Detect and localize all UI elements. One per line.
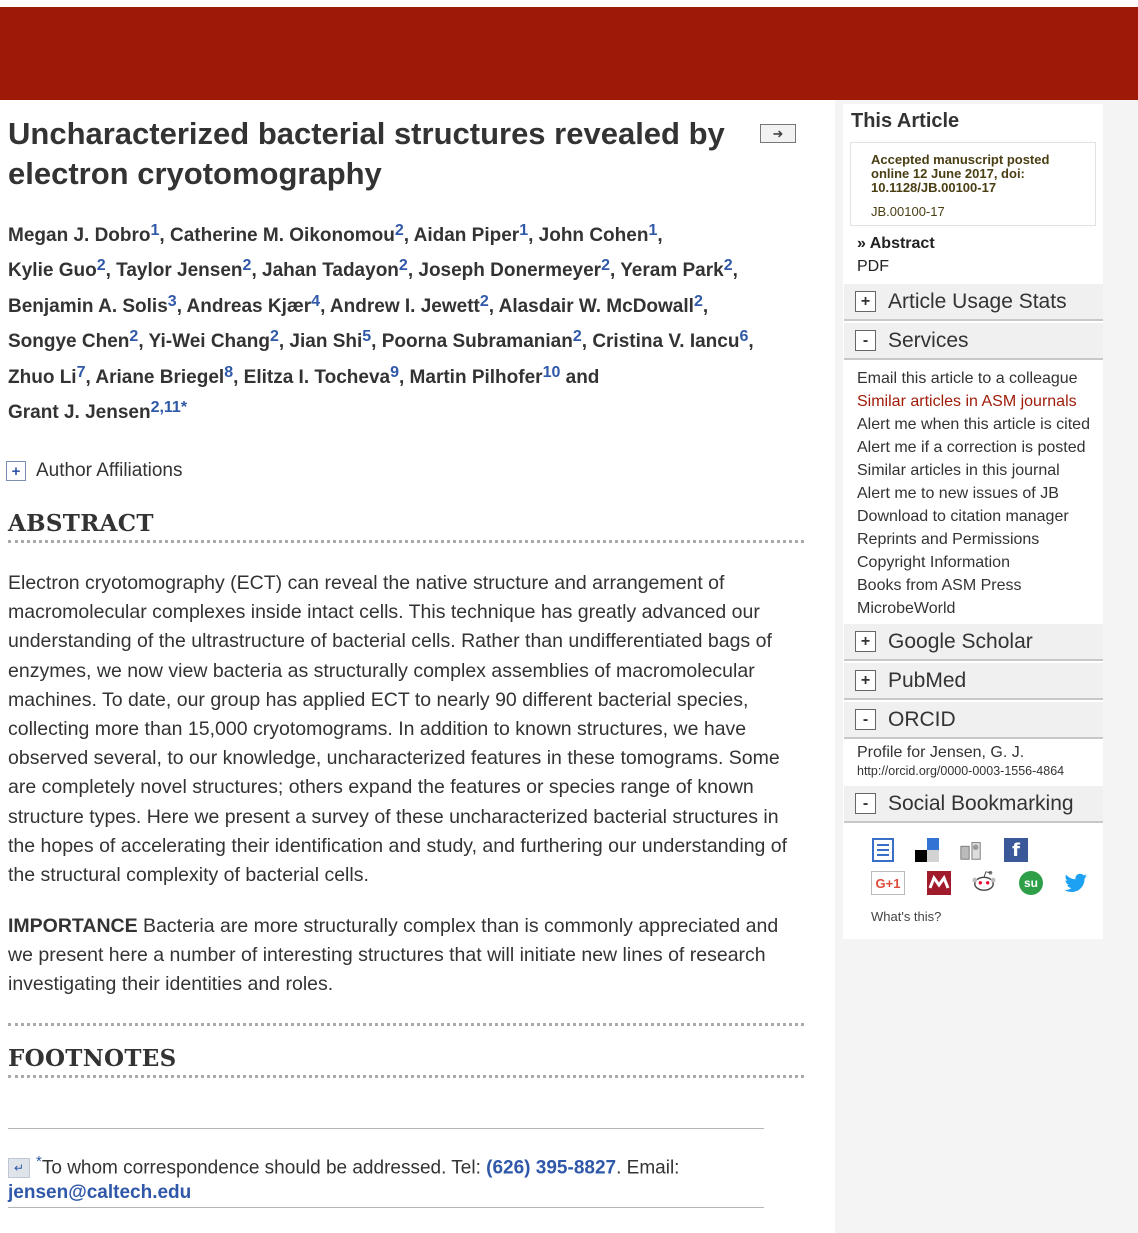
- author-name[interactable]: Benjamin A. Solis: [8, 295, 168, 317]
- service-link[interactable]: Alert me if a correction is posted: [857, 439, 1086, 456]
- author-separator: ,: [403, 225, 414, 246]
- service-link[interactable]: Copyright Information: [857, 554, 1010, 571]
- author-name[interactable]: Yi-Wei Chang: [148, 331, 270, 353]
- author-separator: ,: [251, 260, 262, 282]
- affiliation-sup[interactable]: 1: [150, 222, 160, 239]
- mendeley-icon[interactable]: [927, 871, 951, 895]
- whats-this-link[interactable]: What's this?: [871, 909, 942, 924]
- panel-label[interactable]: PubMed: [888, 668, 967, 692]
- author-line: [8, 395, 808, 430]
- facebook-icon[interactable]: f: [1004, 838, 1028, 862]
- panel-label[interactable]: Social Bookmarking: [888, 791, 1074, 815]
- author-separator: ,: [278, 331, 290, 353]
- article-title: Uncharacterized bacterial structures revealed by electron cryotomography: [8, 116, 725, 191]
- affiliation-sup[interactable]: 2: [269, 328, 279, 346]
- panel-orcid[interactable]: [844, 702, 1103, 739]
- author-name[interactable]: Andreas Kjær: [186, 295, 312, 317]
- expand-plus-icon[interactable]: +: [6, 461, 26, 481]
- expand-plus-icon[interactable]: +: [855, 631, 876, 652]
- affiliation-sup[interactable]: 7: [76, 363, 86, 381]
- author-line: [8, 218, 808, 253]
- abstract-divider: [8, 540, 804, 543]
- panel-google-scholar[interactable]: [844, 624, 1103, 661]
- twitter-icon[interactable]: [1064, 871, 1088, 895]
- author-separator: ,: [105, 260, 117, 282]
- author-name[interactable]: Ariane Briegel: [95, 366, 225, 388]
- service-link[interactable]: Similar articles in this journal: [857, 462, 1060, 479]
- footnote-rule-top: [8, 1128, 764, 1129]
- correspondence-footnote: [8, 1149, 768, 1205]
- digg-icon[interactable]: [959, 838, 983, 862]
- author-separator: ,: [320, 295, 330, 317]
- collapse-minus-icon[interactable]: -: [855, 330, 876, 351]
- author-line: [8, 360, 808, 395]
- footnotes-heading: FOOTNOTES: [8, 1045, 177, 1072]
- author-name[interactable]: Poorna Subramanian: [381, 331, 573, 353]
- author-separator: ,: [138, 331, 149, 353]
- abstract-heading: ABSTRACT: [8, 510, 154, 537]
- pdf-link[interactable]: PDF: [857, 258, 889, 275]
- affiliation-sup[interactable]: 6: [739, 328, 749, 346]
- author-affiliations-toggle[interactable]: [6, 460, 182, 482]
- abstract-link[interactable]: » Abstract: [857, 235, 935, 252]
- author-name[interactable]: Zhuo Li: [8, 366, 77, 388]
- author-separator: ,: [702, 295, 709, 317]
- affiliation-sup[interactable]: 2: [394, 222, 404, 239]
- affiliation-sup[interactable]: 3: [167, 292, 177, 310]
- author-separator: ,: [581, 331, 593, 353]
- service-link[interactable]: Similar articles in ASM journals: [857, 393, 1077, 410]
- importance-text: Bacteria are more structurally complex than is commonly appreciated and we present here a number of interesting structures that will initiate new lines of research investigating their identities and roles.: [8, 915, 779, 996]
- affiliation-sup[interactable]: 4: [311, 292, 321, 310]
- affiliation-sup[interactable]: 1: [648, 222, 658, 239]
- panel-label[interactable]: ORCID: [888, 707, 956, 731]
- panel-pubmed[interactable]: [844, 663, 1103, 700]
- author-separator: ,: [233, 366, 244, 388]
- author-name[interactable]: Aidan Piper: [413, 225, 520, 246]
- footnotes-top-divider: [8, 1023, 804, 1026]
- panel-label[interactable]: Services: [888, 328, 969, 352]
- author-separator: ,: [732, 260, 738, 282]
- affiliation-sup[interactable]: 2: [479, 292, 489, 310]
- affiliation-sup[interactable]: 2: [398, 257, 408, 275]
- affiliation-sup[interactable]: 1: [519, 222, 529, 239]
- author-name[interactable]: Joseph Donermeyer: [418, 260, 602, 282]
- service-link[interactable]: Alert me when this article is cited: [857, 416, 1090, 433]
- author-separator: ,: [176, 295, 187, 317]
- orcid-profile-link[interactable]: Profile for Jensen, G. J.: [857, 744, 1025, 761]
- author-name[interactable]: Andrew I. Jewett: [329, 295, 480, 317]
- author-separator: ,: [488, 295, 499, 317]
- author-name[interactable]: Martin Pilhofer: [409, 366, 543, 388]
- return-arrow-icon[interactable]: ↵: [8, 1158, 30, 1178]
- arrow-right-icon: ➜: [772, 126, 784, 141]
- author-name[interactable]: Jian Shi: [289, 331, 363, 353]
- affiliation-sup[interactable]: 2: [129, 328, 139, 346]
- author-name[interactable]: Yeram Park: [620, 260, 724, 282]
- importance-paragraph: [8, 912, 808, 1000]
- author-name[interactable]: Jahan Tadayon: [262, 260, 399, 282]
- footnote-star: *: [36, 1153, 42, 1170]
- correspondence-text: To whom correspondence should be addressed. Tel:: [41, 1157, 487, 1179]
- author-name[interactable]: Songye Chen: [8, 331, 130, 353]
- author-name[interactable]: Megan J. Dobro: [8, 225, 151, 246]
- service-link[interactable]: Books from ASM Press: [857, 577, 1022, 594]
- affiliation-sup[interactable]: 2: [242, 257, 252, 275]
- author-separator: ,: [609, 260, 621, 282]
- affiliation-sup[interactable]: 10: [542, 363, 561, 381]
- author-separator: ,: [85, 366, 96, 388]
- header-banner: [0, 7, 1138, 100]
- google-plus-icon[interactable]: G+1: [871, 871, 905, 895]
- phone-link[interactable]: (626) 395-8827: [486, 1157, 617, 1179]
- service-link[interactable]: Download to citation manager: [857, 508, 1069, 525]
- author-name[interactable]: Catherine M. Oikonomou: [169, 225, 395, 246]
- affiliation-sup[interactable]: 2,11*: [150, 398, 188, 416]
- importance-label: IMPORTANCE: [8, 915, 138, 937]
- affiliation-sup[interactable]: 2: [601, 257, 610, 275]
- footnotes-divider: [8, 1075, 804, 1078]
- author-name[interactable]: Grant J. Jensen: [8, 401, 151, 423]
- author-separator: ,: [371, 331, 382, 353]
- services-list: [857, 367, 1090, 620]
- service-link[interactable]: Reprints and Permissions: [857, 531, 1040, 548]
- affiliation-sup[interactable]: 9: [390, 363, 399, 381]
- author-separator: ,: [528, 225, 539, 246]
- author-separator: ,: [657, 225, 663, 246]
- stumbleupon-icon[interactable]: su: [1019, 871, 1043, 895]
- service-link[interactable]: Alert me to new issues of JB: [857, 485, 1059, 502]
- author-separator: and: [560, 366, 600, 388]
- sidebar-title: This Article: [851, 110, 960, 132]
- author-line: [8, 289, 808, 324]
- export-button[interactable]: [760, 124, 796, 143]
- abstract-text: Electron cryotomography (ECT) can reveal the native structure and arrangement of macromolecular complexes inside intact cells. This technique has greatly advanced our understanding of the ultrastructure of bacterial cells. Rather than undifferentiated bags of enzymes, we now view bacteria as structurally complex assemblies of macromolecular machines. To date, our group has applied ECT to nearly 90 different bacterial species, collecting more than 15,000 cryotomograms. In addition to known structures, we have observed several, to our knowledge, uncharacterized features in these tomograms. Some are completely novel structures; others expand the features or species range of known structure types. Here we present a survey of these uncharacterized bacterial structures in the hopes of accelerating their identification and study, and furthering our understanding of the structural complexity of bacterial cells.: [8, 572, 788, 887]
- panel-label[interactable]: Google Scholar: [888, 629, 1033, 653]
- expand-plus-icon[interactable]: +: [855, 291, 876, 312]
- collapse-minus-icon[interactable]: -: [855, 709, 876, 730]
- affiliation-sup[interactable]: 2: [96, 257, 106, 275]
- author-affiliations-label[interactable]: Author Affiliations: [36, 460, 183, 481]
- author-name[interactable]: Taylor Jensen: [116, 260, 243, 282]
- manuscript-info-box: [850, 142, 1096, 226]
- author-list: [8, 218, 808, 430]
- expand-plus-icon[interactable]: +: [855, 670, 876, 691]
- reddit-icon[interactable]: [972, 869, 996, 893]
- panel-label[interactable]: Article Usage Stats: [888, 289, 1067, 313]
- citeulike-icon[interactable]: [871, 838, 895, 862]
- panel-services[interactable]: [844, 323, 1103, 360]
- footnote-rule-bottom: [8, 1207, 764, 1208]
- affiliation-sup[interactable]: 2: [572, 328, 582, 346]
- author-separator: ,: [748, 331, 754, 353]
- manuscript-text: Accepted manuscript posted online 12 June 2017, doi: 10.1128/JB.00100-17: [871, 152, 1050, 195]
- affiliation-sup[interactable]: 5: [362, 328, 372, 346]
- collapse-minus-icon[interactable]: -: [855, 793, 876, 814]
- service-link[interactable]: MicrobeWorld: [857, 600, 956, 617]
- author-name[interactable]: Cristina V. Iancu: [592, 331, 740, 353]
- email-link[interactable]: jensen@caltech.edu: [8, 1182, 192, 1204]
- author-name[interactable]: John Cohen: [538, 225, 649, 246]
- panel-article-usage-stats[interactable]: [844, 284, 1103, 321]
- affiliation-sup[interactable]: 8: [224, 363, 234, 381]
- author-name[interactable]: Alasdair W. McDowall: [498, 295, 694, 317]
- manuscript-id: JB.00100-17: [871, 204, 945, 219]
- author-separator: ,: [398, 366, 410, 388]
- affiliation-sup[interactable]: 2: [693, 292, 703, 310]
- orcid-url[interactable]: http://orcid.org/0000-0003-1556-4864: [857, 764, 1065, 778]
- author-line: [8, 324, 808, 359]
- delicious-icon[interactable]: [915, 838, 939, 862]
- panel-social-bookmarking[interactable]: [844, 786, 1103, 823]
- author-line: [8, 253, 808, 288]
- author-separator: ,: [407, 260, 419, 282]
- service-link[interactable]: Email this article to a colleague: [857, 370, 1078, 387]
- affiliation-sup[interactable]: 2: [723, 257, 733, 275]
- author-name[interactable]: Kylie Guo: [8, 260, 97, 282]
- author-name[interactable]: Elitza I. Tocheva: [243, 366, 391, 388]
- email-label: . Email:: [616, 1157, 680, 1179]
- author-separator: ,: [159, 225, 170, 246]
